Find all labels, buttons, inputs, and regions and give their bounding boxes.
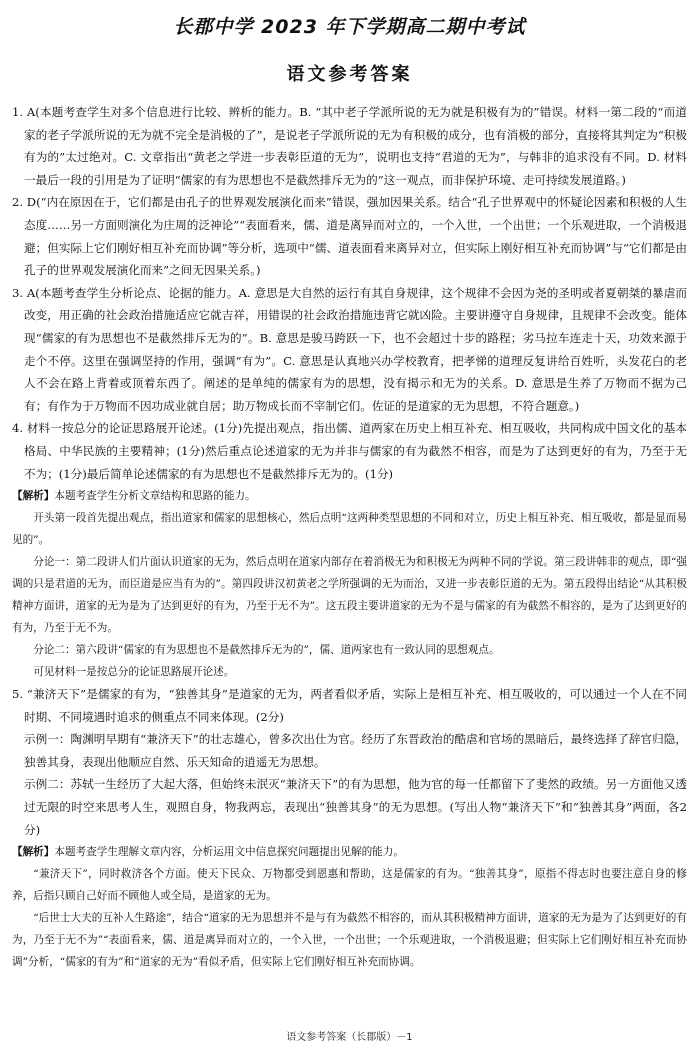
analysis-5-paragraph-2: “后世士大夫的互补人生路途”，结合“道家的无为思想并不是与有为截然不相容的，而从其积极精神方面讲，道家的无为是为了达到更好的有为，乃至于无不为”“表面看来，儒、道是离异而对立的，一个入世，一个出世；一个乐观进取，一个消极退避；但实际上它们刚好相互补充而协调”分析，“儒家的有为”和“道家的无为”看似矛盾，但实际上它们刚好相互补充而协调。 [12,912,687,969]
answer-1: 1. A(本题考查学生对多个信息进行比较、辨析的能力。B. “其中老子学派所说的无为就是积极有为的”错误。材料一第二段的“而道家的老子学派所说的无为就不完全是消极的了”，是说老子学派所说的无为有积极的成分，也有消极的部分，直接将其判定为“积极有为的”太过绝对。C. 文章指出“黄老之学进一步表彰臣道的无为”，说明也支持“君道的无为”，与韩非的追求没有不同。D. 材料一最后一段的引用是为了证明“儒家的有为思想也不是截然排斥无为的”这一观点，而非保护环境、走可持续发展道路。) [12,105,687,187]
analysis-4-paragraph-2: 分论一：第二段讲人们片面认识道家的无为，然后点明在道家内部存在着消极无为和积极无为两种不同的学说。第三段讲韩非的观点，即“强调的只是君道的无为，而臣道是应当有为的”。第四段讲汉初黄老之学所强调的无为而治，又进一步表彰臣道的无为。第五段得出结论“从其积极精神方面讲，道家的无为是为了达到更好的有为，乃至于无不为”。这五段主要讲道家的无为不是与儒家的有为截然不相容的，是为了达到更好的有为，乃至于无不为。 [12,556,687,635]
answer-2: 2. D(“内在原因在于，它们都是由孔子的世界观发展演化而来”错误，强加因果关系。结合“孔子世界观中的怀疑论因素和积极的人生态度……另一方面则演化为庄周的泛神论”“表面看来，儒、道是离异而对立的，一个入世，一个出世；一个乐观进取，一个消极退避；但实际上它们刚好相互补充而协调”等分析，选项中“儒、道表面看来离异对立，但实际上刚好相互补充而协调”与“它们都是由孔子的世界观发展演化而来”之间无因果关系。) [12,195,687,278]
analysis-tag: 【解析】 [12,846,55,859]
answer-5-example-1: 示例一：陶渊明早期有“兼济天下”的壮志雄心，曾多次出仕为官。经历了东晋政治的酷虐和官场的黑暗后，最终选择了辞官归隐，独善其身，表现出他顺应自然、乐天知命的逍遥无为思想。 [24,732,687,769]
document-title: 语文参考答案 [286,64,413,85]
answer-5: 5. “兼济天下”是儒家的有为，“独善其身”是道家的无为，两者看似矛盾，实际上是相互补充、相互吸收的，可以通过一个人在不同时期、不同境遇时追求的侧重点不同来体现。(2分) [12,687,687,724]
analysis-4-paragraph-3: 分论二：第六段讲“儒家的有为思想也不是截然排斥无为的”，儒、道两家也有一致认同的思想观点。 [33,644,500,657]
answer-5-example-2: 示例二：苏轼一生经历了大起大落，但始终未泯灭“兼济天下”的有为思想，他为官的每一任都留下了斐然的政绩。另一方面他又透过无限的时空来思考人生，观照自身，物我两忘，表现出“独善其身”的无为思想。(写出人物“兼济天下”和“独善其身”两面，各2分) [24,777,687,837]
answer-3: 3. A(本题考查学生分析论点、论据的能力。A. 意思是大自然的运行有其自身规律，这个规律不会因为尧的圣明或者夏朝桀的暴虐而改变，用正确的社会政治措施适应它就吉祥，用错误的社会政治措施违背它就凶险。主要讲遵守自身规律，且规律不会改变。能体现“儒家的有为思想也不是截然排斥无为的”。B. 意思是骏马跨跃一下，也不会超过十步的路程；劣马拉车连走十天，功效来源于走个不停。这里在强调坚持的作用，强调“有为”。C. 意思是认真地兴办学校教育，把孝悌的道理反复讲给百姓听，头发花白的老人不会在路上背着或顶着东西了。阐述的是单纯的儒家有为的思想，没有揭示和无为的关系。D. 意思是生养了万物而不据为己有；有作为于万物而不因功成业就自居；助万物成长而不宰制它们。佐证的是道家的无为思想，不符合题意。) [12,285,687,413]
analysis-5-paragraph-1: “兼济天下”，同时救济各个方面。使天下民众、万物都受到恩惠和帮助，这是儒家的有为。“独善其身”，原指不得志时也要注意自身的修养，后指只顾自己好而不顾他人或全局，是道家的无为。 [12,868,687,903]
answer-content [12,101,687,973]
analysis-4-intro [12,485,687,507]
analysis-4-paragraph-4: 可见材料一是按总分的论证思路展开论述。 [33,666,235,679]
analysis-tag: 【解析】 [12,490,55,503]
analysis-4-intro-text: 本题考查学生分析文章结构和思路的能力。 [54,490,256,503]
analysis-5-intro [12,841,687,863]
answer-4: 4. 材料一按总分的论证思路展开论述。(1分)先提出观点，指出儒、道两家在历史上相互补充、相互吸收，共同构成中国文化的基本格局、中华民族的主要精神；(1分)然后重点论述道家的无为并非与儒家的有为截然不相容，而是为了达到更好的有为，乃至于无不为；(1分)最后简单论述儒家的有为思想也不是截然排斥无为的。(1分) [12,421,687,481]
analysis-4-paragraph-1: 开头第一段首先提出观点，指出道家和儒家的思想核心，然后点明“这两种类型思想的不同和对立，历史上相互补充、相互吸收，都是显而易见的”。 [12,512,687,547]
page-footer: 语文参考答案（长郡版）－1 [286,1032,413,1043]
analysis-5-intro-text: 本题考查学生理解文章内容，分析运用文中信息探究问题提出见解的能力。 [54,846,404,859]
school-exam-title: 长郡中学 2023 年下学期高二期中考试 [173,16,526,38]
